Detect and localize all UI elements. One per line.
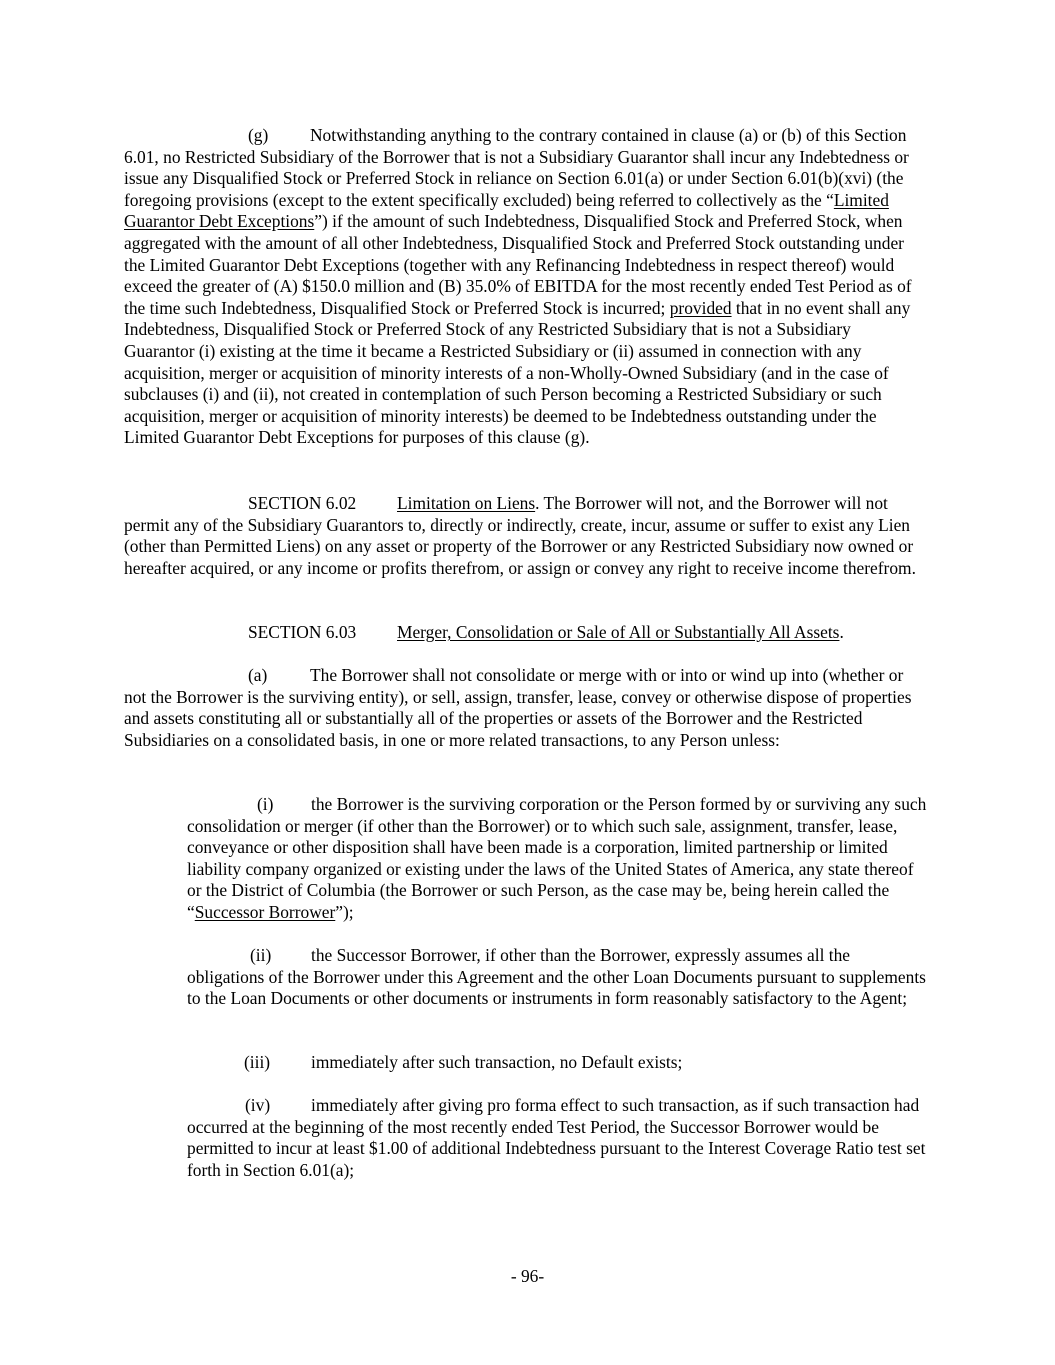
clause-label: (ii) bbox=[250, 945, 272, 965]
paragraph-label: (a) bbox=[248, 665, 268, 685]
section-6-03 bbox=[124, 622, 924, 644]
section-heading: Merger, Consolidation or Sale of All or Substantially All Assets bbox=[397, 622, 840, 642]
clause-label: (iv) bbox=[245, 1095, 271, 1115]
defined-term: Successor Borrower bbox=[194, 901, 336, 922]
paragraph-text: that in no event shall any Indebtedness, Disqualified Stock or Preferred Stock of any Restricted Subsidiary that is not a Subsidiary Guarantor (i) existing at the time it became a Restricted Subsidiary or (ii) assumed in connection with any acquisition, merger or acquisition of minority interests of a non-Wholly-Owned Subsidiary (and in the case of subclauses (i) and (ii), not created in contemplation of such Person becoming a Restricted Subsidiary or such acquisition, merger or acquisition of minority interests) be deemed to be Indebtedness outstanding under the Limited Guarantor Debt Exceptions for purposes of this clause (g). bbox=[124, 297, 911, 448]
defined-term: Limited Guarantor Debt Exceptions bbox=[124, 189, 889, 232]
paragraph-text: Notwithstanding anything to the contrary contained in clause (a) or (b) of this Section 6.01, no Restricted Subsidiary of the Borrower that is not a Subsidiary Guarantor shall incur any Indebtedness or issue any Disqualified Stock or Preferred Stock in reliance on Section 6.01(a) or under Section 6.01(b)(xvi) (the foregoing provisions (except to the extent specifically excluded) being referred to collectively as the “ bbox=[124, 125, 909, 210]
clause-text: immediately after giving pro forma effect to such transaction, as if such transaction had occurred at the beginning of the most recently ended Test Period, the Successor Borrower would be permitted to incur at least $1.00 of additional Indebtedness pursuant to the Interest Coverage Ratio test set forth in Section 6.01(a); bbox=[187, 1095, 926, 1180]
clause-iii bbox=[187, 1052, 927, 1074]
section-6-02 bbox=[124, 493, 924, 579]
clause-i bbox=[187, 794, 927, 924]
clause-text: the Successor Borrower, if other than the Borrower, expressly assumes all the obligations of the Borrower under this Agreement and the other Loan Documents pursuant to supplements to the Loan Documents or other documents or instruments in form reasonably satisfactory to the Agent; bbox=[187, 945, 926, 1009]
proviso-term: provided bbox=[669, 297, 732, 318]
clause-label: (i) bbox=[257, 794, 274, 814]
paragraph-a bbox=[124, 665, 924, 751]
section-heading: Limitation on Liens bbox=[397, 493, 536, 513]
clause-iv bbox=[187, 1095, 927, 1181]
paragraph-text: . bbox=[839, 622, 844, 642]
section-label: SECTION 6.03 bbox=[248, 622, 357, 642]
clause-ii bbox=[187, 945, 927, 1010]
clause-text: ”); bbox=[335, 901, 354, 922]
paragraph-label: (g) bbox=[248, 125, 269, 145]
paragraph-text: . The Borrower will not, and the Borrower will not permit any of the Subsidiary Guarantors to, directly or indirectly, create, incur, assume or suffer to exist any Lien (other than Permitted Liens) on any asset or property of the Borrower or any Restricted Subsidiary now owned or hereafter acquired, or any income or profits therefrom, or assign or convey any right to receive income therefrom. bbox=[124, 493, 916, 578]
clause-label: (iii) bbox=[244, 1052, 271, 1072]
paragraph-text: ”) if the amount of such Indebtedness, Disqualified Stock and Preferred Stock, when aggregated with the amount of all other Indebtedness, Disqualified Stock and Preferred Stock outstanding under the Limited Guarantor Debt Exceptions (together with any Refinancing Indebtedness in respect thereof) would exceed the greater of (A) $150.0 million and (B) 35.0% of EBITDA for the most recently ended Test Period as of the time such Indebtedness, Disqualified Stock or Preferred Stock is incurred; bbox=[124, 211, 912, 318]
section-label: SECTION 6.02 bbox=[248, 493, 357, 513]
clause-text: the Borrower is the surviving corporation or the Person formed by or surviving any such consolidation or merger (if other than the Borrower) or to which such sale, assignment, transfer, lease, conveyance or other disposition shall have been made is a corporation, limited partnership or limited liability company organized or existing under the laws of the United States of America, any state thereof or the District of Columbia (the Borrower or such Person, as the case may be, being herein called the “ bbox=[187, 794, 927, 922]
clause-text: immediately after such transaction, no Default exists; bbox=[311, 1052, 683, 1072]
paragraph-text: The Borrower shall not consolidate or merge with or into or wind up into (whether or not the Borrower is the surviving entity), or sell, assign, transfer, lease, convey or otherwise dispose of properties and assets constituting all or substantially all of the properties or assets of the Borrower and the Restricted Subsidiaries on a consolidated basis, in one or more related transactions, to any Person unless: bbox=[124, 665, 912, 750]
paragraph-g bbox=[124, 125, 924, 449]
page-number: - 96- bbox=[510, 1266, 545, 1286]
